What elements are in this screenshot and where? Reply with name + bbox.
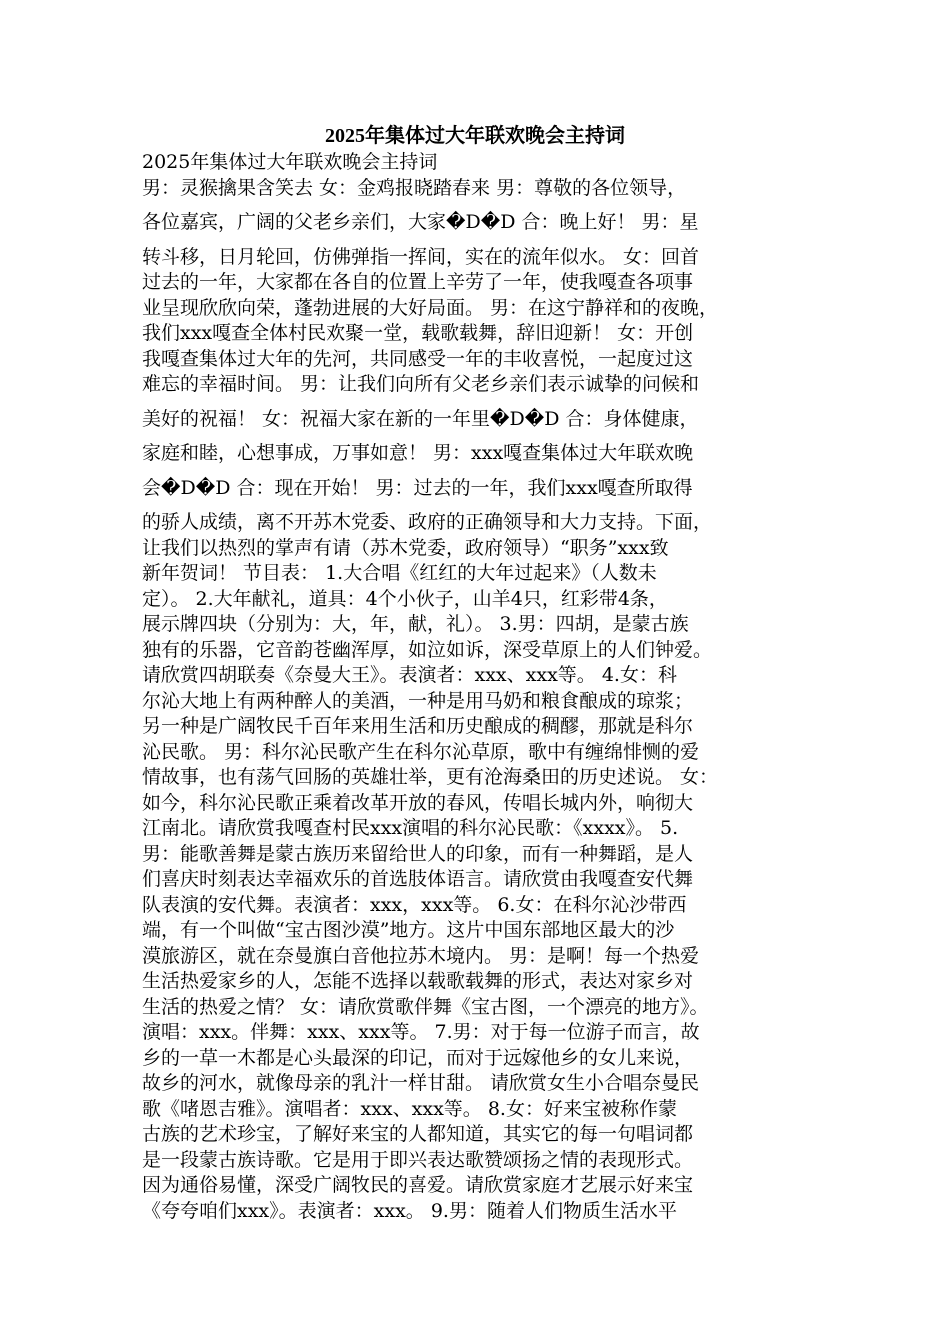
body-line: 演唱：xxx。伴舞：xxx、xxx等。 7.男：对于每一位游子而言，故 [142,1021,700,1043]
body-line: 业呈现欣欣向荣，蓬勃进展的大好局面。 男：在这宁静祥和的夜晚， [142,296,719,319]
body-line: 男：能歌善舞是蒙古族历来留给世人的印象，而有一种舞蹈，是人 [142,842,694,865]
line-gap [142,398,822,407]
body-line: 们喜庆时刻表达幸福欢乐的首选肢体语言。请欣赏由我嘎查安代舞 [142,868,694,890]
body-line: 新年贺词！ 节目表： 1.大合唱《红红的大年过起来》（人数未 [142,562,657,584]
body-line: 定）。 2.大年献礼，道具：4个小伙子，山羊4只，红彩带4条， [142,587,668,610]
body-line: 2025年集体过大年联欢晚会主持词 [142,151,438,173]
body-line: 家庭和睦，心想事成，万事如意！ 男：xxx嘎查集体过大年联欢晚 [142,442,694,464]
body-line: 让我们以热烈的掌声有请（苏木党委，政府领导）“职务”xxx致 [142,536,669,559]
body-line: 生活的热爱之情？ 女：请欣赏歌伴舞《宝古图，一个漂亮的地方》。 [142,995,709,1018]
body-line: 江南北。请欣赏我嘎查村民xxx演唱的科尔沁民歌：《xxxx》。 5. [142,817,679,839]
body-line: 沁民歌。 男：科尔沁民歌产生在科尔沁草原，歌中有缠绵悱恻的爱 [142,740,700,763]
body-line: 古族的艺术珍宝，了解好来宝的人都知道，其实它的每一句唱词都 [142,1123,694,1145]
body-line: 我们xxx嘎查全体村民欢聚一堂，载歌载舞，辞旧迎新！ 女：开创 [142,322,694,344]
body-line: 转斗移，日月轮回，仿佛弹指一挥间，实在的流年似水。 女：回首 [142,245,700,268]
body-line: 各位嘉宾，广阔的父老乡亲们，大家�D�D 合：晚上好！ 男：星 [142,211,699,233]
body-line: 难忘的幸福时间。 男：让我们向所有父老乡亲们表示诚挚的问候和 [142,373,700,395]
body-line: 过去的一年，大家都在各自的位置上辛劳了一年，使我嘎查各项事 [142,271,694,293]
line-gap [142,501,822,510]
body-line: 因为通俗易懂，深受广阔牧民的喜爱。请欣赏家庭才艺展示好来宝 [142,1174,694,1196]
document-title: 2025年集体过大年联欢晚会主持词 [325,125,625,147]
document-body [142,150,822,1224]
body-line: 独有的乐器，它音韵苍幽浑厚，如泣如诉，深受草原上的人们钟爱。 [142,638,713,661]
line-gap [142,236,822,245]
line-gap [142,432,822,441]
body-line: 是一段蒙古族诗歌。它是用于即兴表达歌赞颂扬之情的表现形式。 [142,1148,694,1171]
body-line: 的骄人成绩，离不开苏木党委、政府的正确领导和大力支持。下面， [142,511,713,533]
body-line: 队表演的安代舞。表演者：xxx，xxx等。 6.女：在科尔沁沙带西 [142,893,687,916]
body-line: 会�D�D 合：现在开始！ 男：过去的一年，我们xxx嘎查所取得 [142,476,693,499]
body-line: 展示牌四块（分别为：大，年，献，礼）。 3.男：四胡，是蒙古族 [142,613,689,635]
body-line: 故乡的河水，就像母亲的乳汁一样甘甜。 请欣赏女生小合唱奈曼民 [142,1072,700,1094]
body-line: 尔沁大地上有两种醉人的美酒，一种是用马奶和粮食酿成的琼浆； [142,689,694,712]
body-line: 歌《啫恩吉雅》。演唱者：xxx、xxx等。 8.女：好来宝被称作蒙 [142,1097,677,1120]
body-line: 我嘎查集体过大年的先河，共同感受一年的丰收喜悦，一起度过这 [142,347,694,370]
body-line: 男：灵猴擒果含笑去 女：金鸡报晓踏春来 男：尊敬的各位领导， [142,176,687,199]
body-line: 乡的一草一木都是心头最深的印记，而对于远嫁他乡的女儿来说， [142,1046,694,1069]
body-line: 如今，科尔沁民歌正乘着改革开放的春风，传唱长城内外，响彻大 [142,791,694,814]
body-line: 漠旅游区，就在奈曼旗白音他拉苏木境内。 男：是啊！每一个热爱 [142,944,700,967]
body-line: 另一种是广阔牧民千百年来用生活和历史酿成的稠醪，那就是科尔 [142,715,694,737]
line-gap [142,467,822,476]
body-line: 情故事，也有荡气回肠的英雄壮举，更有沧海桑田的历史述说。 女： [142,766,719,788]
body-line: 请欣赏四胡联奏《奈曼大王》。表演者：xxx、xxx等。 4.女：科 [142,664,677,686]
line-gap [142,201,822,210]
body-line: 《夸夸咱们xxx》。表演者：xxx。 9.男：随着人们物质生活水平 [142,1199,677,1222]
body-line: 美好的祝福！ 女：祝福大家在新的一年里�D�D 合：身体健康， [142,407,699,430]
body-line: 生活热爱家乡的人，怎能不选择以载歌载舞的形式，表达对家乡对 [142,970,694,992]
body-line: 端，有一个叫做“宝古图沙漠”地方。这片中国东部地区最大的沙 [142,919,675,941]
